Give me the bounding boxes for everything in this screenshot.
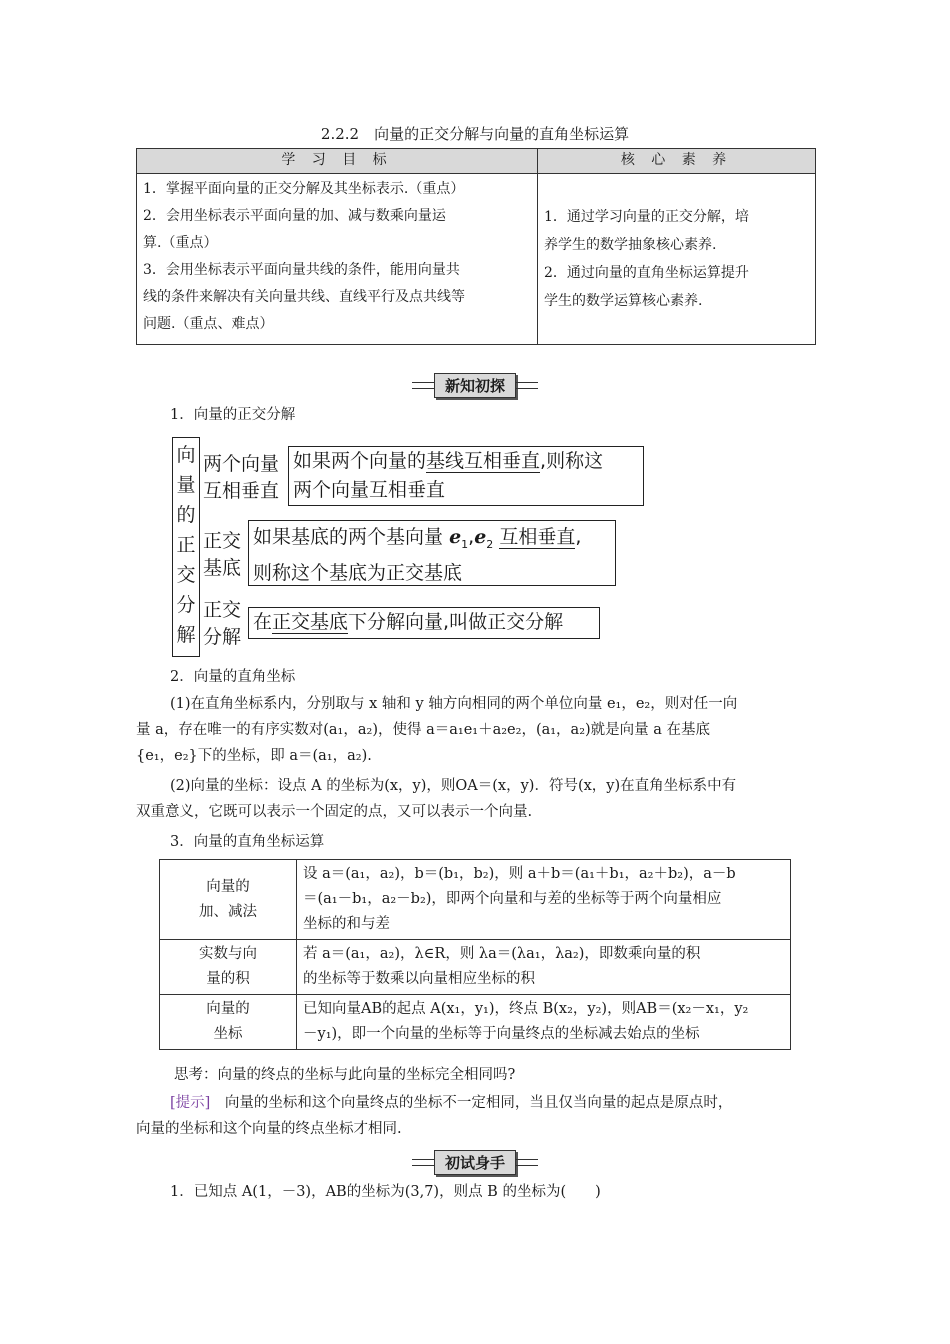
row-head-line: 实数与向 <box>199 946 257 962</box>
banner-label: 新知初探 <box>434 373 516 398</box>
row1-text: ,则称这 <box>540 450 604 472</box>
row-body-line: －y₁)，即一个向量的坐标等于向量终点的坐标减去始点的坐标 <box>303 1026 700 1042</box>
hint-text: 向量的坐标和这个向量终点的坐标不一定相同，当且仅当向量的起点是原点时， <box>210 1095 733 1111</box>
basis-vector-e2: e <box>474 526 487 548</box>
literacy-line: 学生的数学运算核心素养. <box>544 293 703 309</box>
literacy-cell <box>538 174 816 345</box>
row3-label-line: 分解 <box>203 626 242 648</box>
objectives-table <box>136 148 816 345</box>
row2-text: , <box>575 526 582 548</box>
row-head-line: 加、减法 <box>199 903 257 920</box>
row-head-line: 坐标 <box>213 1026 243 1042</box>
paragraph-line: 双重意义，它既可以表示一个固定的点，又可以表示一个向量. <box>136 804 533 820</box>
subscript: 2 <box>486 537 494 551</box>
row-body-line: ＝(a₁－b₁，a₂－b₂)，即两个向量和与差的坐标等于两个向量相应 <box>303 891 722 907</box>
row2-text: 如果基底的两个基向量 <box>253 526 444 548</box>
row1-text: 如果两个向量的 <box>293 450 427 472</box>
row-head-line: 量的积 <box>206 971 250 987</box>
literacy-line: 养学生的数学抽象核心素养. <box>544 237 717 253</box>
row1-underlined-term: 基线互相垂直 <box>426 450 541 472</box>
banner-line-right <box>516 382 538 389</box>
paragraph-line: (1)在直角坐标系内，分别取与 x 轴和 y 轴方向相同的两个单位向量 e₁，e₂，则对任一向 <box>170 696 738 712</box>
row-body-line: 坐标的和与差 <box>303 916 390 932</box>
row3-underlined-term: 正交基底 <box>272 611 349 633</box>
row1-label-line: 互相垂直 <box>203 480 280 502</box>
row-body-line: 设 a＝(a₁，a₂)，b＝(b₁，b₂)，则 a＋b＝(a₁＋b₁，a₂＋b₂)，a－b <box>303 866 736 882</box>
item2-paragraph2 <box>136 773 826 825</box>
think-question: 思考：向量的终点的坐标与此向量的坐标完全相同吗? <box>174 1067 516 1083</box>
item1-heading: 1．向量的正交分解 <box>170 407 296 423</box>
row-head <box>160 940 297 995</box>
row-body-line: 的坐标等于数乘以向量相应坐标的积 <box>303 971 535 987</box>
row1-label <box>203 451 279 505</box>
paragraph-line: {e₁，e₂}下的坐标，即 a＝(a₁，a₂). <box>136 748 372 764</box>
item2-heading: 2．向量的直角坐标 <box>170 669 296 685</box>
page-title: 2.2.2 向量的正交分解与向量的直角坐标运算 <box>320 125 630 143</box>
hint-tag: [提示] <box>170 1095 211 1111</box>
row-head-line: 向量的 <box>206 878 250 895</box>
row2-text-line2: 则称这个基底为正交基底 <box>253 561 463 584</box>
row3-text: 在 <box>253 611 273 633</box>
vertical-char: 交 <box>176 564 196 586</box>
row1-definition-box <box>288 446 644 506</box>
banner-line-left <box>412 1159 434 1166</box>
objective-line: 2．会用坐标表示平面向量的加、减与数乘向量运 <box>143 208 446 224</box>
literacy-line: 2．通过向量的直角坐标运算提升 <box>544 265 749 281</box>
objective-line: 算.（重点） <box>143 235 218 251</box>
row2-label-line: 基底 <box>203 557 242 579</box>
row3-label <box>203 597 241 651</box>
hint-text-line2: 向量的坐标和这个向量的终点坐标才相同. <box>136 1121 402 1137</box>
objectives-cell <box>137 174 538 345</box>
row-head-line: 向量的 <box>206 1001 250 1017</box>
vertical-char: 向 <box>176 444 196 466</box>
row-head <box>160 995 297 1050</box>
basis-vector-e1: e <box>449 526 462 548</box>
row-body-line: 若 a＝(a₁，a₂)，λ∈R，则 λa＝(λa₁，λa₂)，即数乘向量的积 <box>303 946 701 962</box>
banner-line-right <box>516 1159 538 1166</box>
row1-text-line2: 两个向量互相垂直 <box>293 479 446 501</box>
objective-line: 问题.（重点、难点） <box>143 316 274 332</box>
item2-paragraph1 <box>136 691 826 769</box>
table-row <box>160 940 791 995</box>
table-row <box>160 995 791 1050</box>
vertical-char: 量 <box>176 474 196 496</box>
vertical-char: 解 <box>176 624 196 646</box>
row1-label-line: 两个向量 <box>203 453 280 475</box>
row-body <box>297 940 791 995</box>
row2-label <box>203 528 241 582</box>
hint-paragraph <box>136 1090 826 1142</box>
vertical-char: 正 <box>176 534 196 556</box>
vertical-char: 的 <box>176 504 196 526</box>
row2-definition-box <box>248 520 616 586</box>
literacy-header: 核 心 素 养 <box>538 149 816 174</box>
section-banner-new-knowledge <box>0 373 950 398</box>
objective-line: 1．掌握平面向量的正交分解及其坐标表示.（重点） <box>143 181 465 197</box>
vertical-char: 分 <box>176 594 196 616</box>
item3-heading: 3．向量的直角坐标运算 <box>170 834 325 850</box>
objectives-header: 学 习 目 标 <box>137 149 538 174</box>
banner-label: 初试身手 <box>434 1150 516 1175</box>
banner-line-left <box>412 382 434 389</box>
row2-label-line: 正交 <box>203 530 242 552</box>
row3-label-line: 正交 <box>203 599 242 621</box>
paragraph-line: (2)向量的坐标：设点 A 的坐标为(x，y)，则OA＝(x，y)．符号(x，y)在直角坐标系中有 <box>170 778 737 794</box>
literacy-line: 1．通过学习向量的正交分解，培 <box>544 209 749 225</box>
row2-underlined-term: 互相垂直 <box>499 526 576 548</box>
diagram-vertical-label <box>172 437 200 657</box>
row3-text: 下分解向量,叫做正交分解 <box>348 611 564 633</box>
comma: , <box>468 526 475 548</box>
table-row <box>160 860 791 940</box>
row-head <box>160 860 297 940</box>
row3-definition-box <box>248 607 600 639</box>
row-body <box>297 995 791 1050</box>
paragraph-line: 量 a，存在唯一的有序实数对(a₁，a₂)，使得 a＝a₁e₁＋a₂e₂，(a₁，a₂)就是向量 a 在基底 <box>136 722 711 738</box>
subscript: 1 <box>461 537 469 551</box>
objective-line: 线的条件来解决有关向量共线、直线平行及点共线等 <box>143 289 465 305</box>
coordinate-operations-table <box>159 859 791 1050</box>
section-banner-first-try <box>0 1150 950 1175</box>
row-body <box>297 860 791 940</box>
question-1: 1．已知点 A(1，－3)，AB的坐标为(3,7)，则点 B 的坐标为( ) <box>170 1184 601 1200</box>
row-body-line: 已知向量AB的起点 A(x₁，y₁)，终点 B(x₂，y₂)，则AB＝(x₂－x₁，y₂ <box>303 1001 749 1017</box>
objective-line: 3．会用坐标表示平面向量共线的条件，能用向量共 <box>143 262 460 278</box>
